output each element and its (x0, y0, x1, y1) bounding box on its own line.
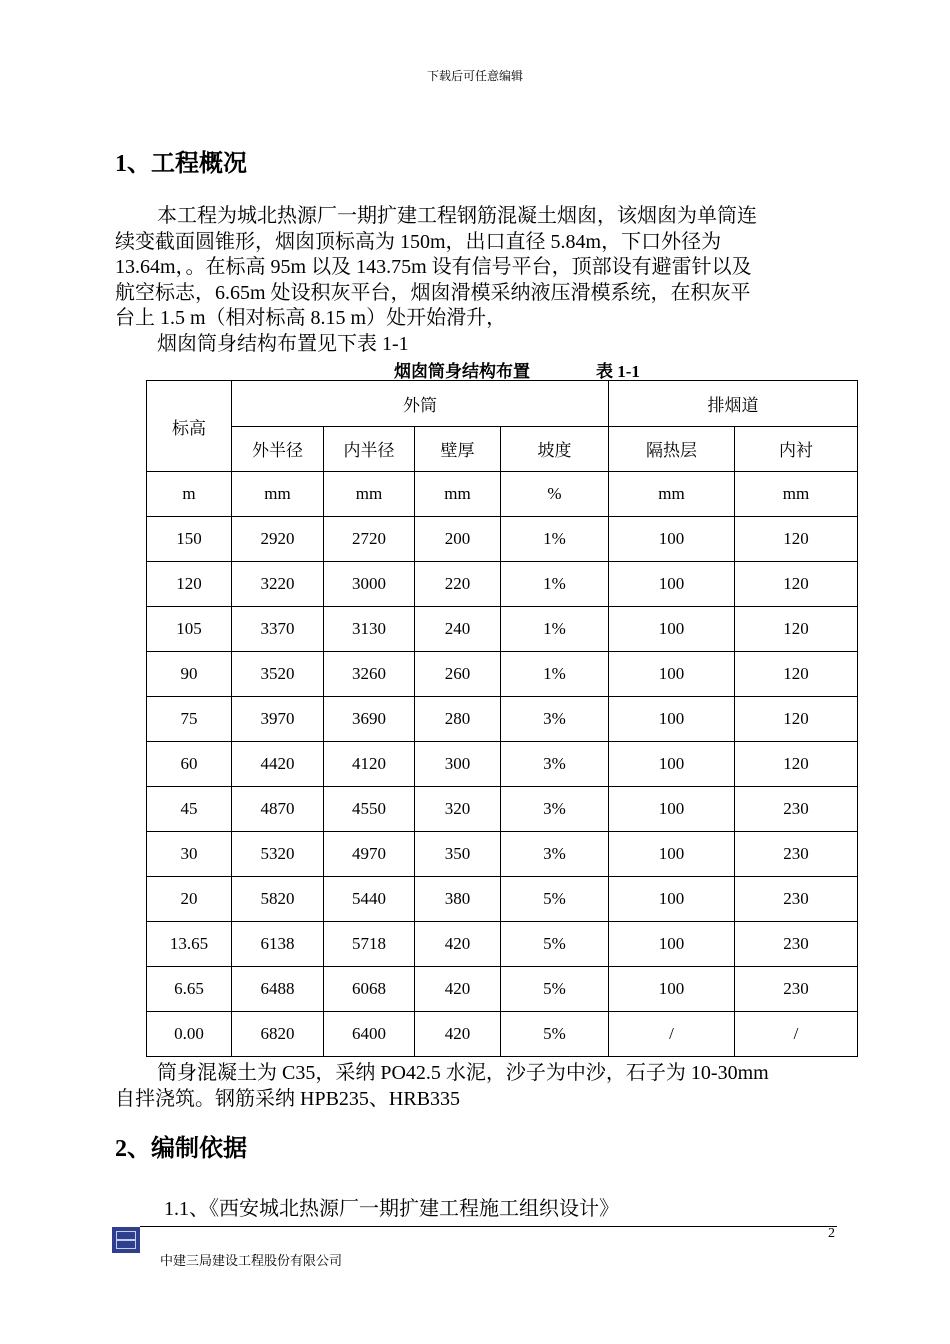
table-cell: 100 (609, 877, 735, 922)
table-cell: 5% (501, 967, 609, 1012)
table-cell: 220 (415, 562, 501, 607)
table-cell: 120 (735, 607, 858, 652)
table-cell: 105 (147, 607, 232, 652)
table-cell: 300 (415, 742, 501, 787)
paragraph-line: 本工程为城北热源厂一期扩建工程钢筋混凝土烟囱，该烟囱为单筒连 (157, 205, 757, 227)
paragraph-line: 台上 1.5 m（相对标高 8.15 m）处开始滑升， (115, 307, 507, 329)
col-group-flue: 排烟道 (609, 381, 858, 427)
table-cell: 4420 (232, 742, 324, 787)
section-1-title: 1、工程概况 (115, 151, 247, 177)
table-cell: 320 (415, 787, 501, 832)
table-cell: 5% (501, 922, 609, 967)
table-cell: 100 (609, 697, 735, 742)
page-header-note: 下载后可任意编辑 (426, 69, 523, 83)
table-cell: 3520 (232, 652, 324, 697)
table-row (147, 1012, 858, 1057)
table-caption-number: 表 1-1 (596, 362, 640, 381)
table-cell: 230 (735, 967, 858, 1012)
table-cell: 280 (415, 697, 501, 742)
table-cell: 100 (609, 967, 735, 1012)
paragraph-line: 筒身混凝土为 C35，采纳 PO42.5 水泥，沙子为中沙，石子为 10-30mm (157, 1062, 769, 1084)
table-body (147, 517, 858, 1057)
table-row (147, 562, 858, 607)
table-cell: 240 (415, 607, 501, 652)
table-header-row (147, 381, 858, 427)
table-cell: 3370 (232, 607, 324, 652)
table-cell: 6400 (324, 1012, 415, 1057)
table-cell: 2720 (324, 517, 415, 562)
table-cell: 20 (147, 877, 232, 922)
table-caption-title: 烟囱筒身结构布置 (394, 362, 530, 381)
col-header: 隔热层 (609, 426, 735, 472)
footer-company: 中建三局建设工程股份有限公司 (160, 1253, 343, 1268)
unit-cell: mm (415, 472, 501, 517)
table-cell: 1% (501, 607, 609, 652)
table-cell: 100 (609, 922, 735, 967)
col-header: 坡度 (501, 426, 609, 472)
unit-cell: mm (324, 472, 415, 517)
table-row (147, 652, 858, 697)
table-cell: 120 (735, 652, 858, 697)
table-cell: 0.00 (147, 1012, 232, 1057)
table-row (147, 967, 858, 1012)
table-cell: 6138 (232, 922, 324, 967)
table-cell: 6820 (232, 1012, 324, 1057)
table-cell: 100 (609, 832, 735, 877)
table-cell: 3% (501, 832, 609, 877)
overview-paragraph (115, 204, 837, 357)
chimney-structure-table (146, 380, 858, 1057)
table-cell: 6488 (232, 967, 324, 1012)
table-cell: 380 (415, 877, 501, 922)
table-cell: 3220 (232, 562, 324, 607)
table-cell: 5% (501, 1012, 609, 1057)
table-row (147, 742, 858, 787)
table-cell: 100 (609, 562, 735, 607)
table-cell: 30 (147, 832, 232, 877)
table-cell: 120 (735, 517, 858, 562)
table-cell: 230 (735, 832, 858, 877)
table-cell: 420 (415, 922, 501, 967)
col-header: 外半径 (232, 426, 324, 472)
table-cell: 150 (147, 517, 232, 562)
table-cell: 2920 (232, 517, 324, 562)
table-cell: 90 (147, 652, 232, 697)
table-cell: 3% (501, 742, 609, 787)
table-cell: 120 (735, 742, 858, 787)
table-cell: 200 (415, 517, 501, 562)
table-cell: 420 (415, 1012, 501, 1057)
unit-cell: mm (735, 472, 858, 517)
section-2-title: 2、编制依据 (115, 1136, 247, 1162)
table-cell: 5320 (232, 832, 324, 877)
table-cell: 100 (609, 742, 735, 787)
table-cell: 230 (735, 787, 858, 832)
table-cell: 100 (609, 517, 735, 562)
table-cell: 3970 (232, 697, 324, 742)
paragraph-line: 烟囱筒身结构布置见下表 1-1 (157, 332, 409, 355)
paragraph-line: 航空标志，6.65m 处设积灰平台，烟囱滑模采纳液压滑模系统，在积灰平 (115, 281, 751, 304)
table-cell: 350 (415, 832, 501, 877)
unit-cell: mm (609, 472, 735, 517)
table-cell: 4550 (324, 787, 415, 832)
paragraph-line: 自拌浇筑。钢筋采纳 HPB235、HRB335 (115, 1088, 461, 1110)
basis-item-1: 1.1、《西安城北热源厂一期扩建工程施工组织设计》 (164, 1198, 619, 1220)
table-cell: 4970 (324, 832, 415, 877)
table-cell: 4120 (324, 742, 415, 787)
table-cell: 100 (609, 787, 735, 832)
table-row (147, 922, 858, 967)
table-cell: 260 (415, 652, 501, 697)
table-cell: 3130 (324, 607, 415, 652)
paragraph-line: 续变截面圆锥形，烟囱顶标高为 150m，出口直径 5.84m，下口外径为 (115, 230, 722, 253)
col-header: 内半径 (324, 426, 415, 472)
unit-cell: m (147, 472, 232, 517)
table-cell: 3% (501, 787, 609, 832)
table-cell: 5820 (232, 877, 324, 922)
paragraph-line: 13.64m，。在标高 95m 以及 143.75m 设有信号平台，顶部设有避雷针以及 (115, 256, 752, 278)
footer-divider (140, 1226, 837, 1227)
table-subheader-row (147, 426, 858, 472)
table-cell: 230 (735, 877, 858, 922)
table-cell: 60 (147, 742, 232, 787)
table-cell: 100 (609, 607, 735, 652)
table-cell: 1% (501, 562, 609, 607)
table-cell: 420 (415, 967, 501, 1012)
table-row (147, 787, 858, 832)
table-cell: 75 (147, 697, 232, 742)
table-cell: 230 (735, 922, 858, 967)
table-units-row (147, 472, 858, 517)
table-cell: 3690 (324, 697, 415, 742)
table-cell: 100 (609, 652, 735, 697)
table-cell: 1% (501, 652, 609, 697)
table-cell: 5718 (324, 922, 415, 967)
logo-bar (116, 1239, 136, 1241)
col-header: 壁厚 (415, 426, 501, 472)
table-cell: 4870 (232, 787, 324, 832)
table-row (147, 877, 858, 922)
table-row (147, 607, 858, 652)
table-cell: 120 (735, 697, 858, 742)
table-cell: 13.65 (147, 922, 232, 967)
concrete-note (115, 1060, 837, 1112)
col-header: 内衬 (735, 426, 858, 472)
table-cell: 3000 (324, 562, 415, 607)
table-cell: 5440 (324, 877, 415, 922)
table-cell: 6.65 (147, 967, 232, 1012)
table-cell: 5% (501, 877, 609, 922)
unit-cell: mm (232, 472, 324, 517)
table-cell: / (735, 1012, 858, 1057)
company-logo-icon (112, 1227, 140, 1253)
table-cell: 1% (501, 517, 609, 562)
table-row (147, 517, 858, 562)
table-cell: 6068 (324, 967, 415, 1012)
table-cell: / (609, 1012, 735, 1057)
table-cell: 120 (147, 562, 232, 607)
table-row (147, 832, 858, 877)
table-row (147, 697, 858, 742)
page-number: 2 (828, 1226, 835, 1241)
table-cell: 3260 (324, 652, 415, 697)
table-caption (394, 357, 640, 382)
col-group-outer-shell: 外筒 (232, 381, 609, 427)
unit-cell: % (501, 472, 609, 517)
col-header-elevation: 标高 (147, 381, 232, 472)
table-cell: 3% (501, 697, 609, 742)
table-cell: 45 (147, 787, 232, 832)
table-cell: 120 (735, 562, 858, 607)
